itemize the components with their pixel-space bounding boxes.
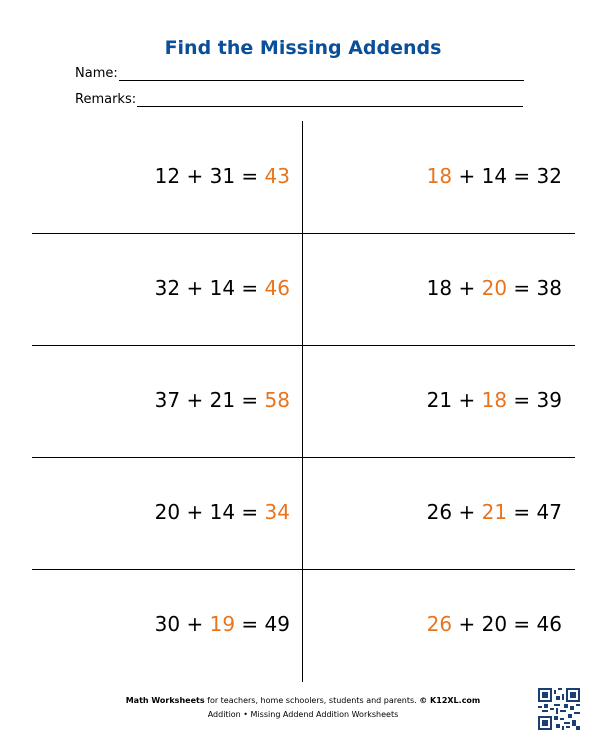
addend: 18	[426, 276, 453, 300]
addend: 26	[426, 500, 453, 524]
plus-sign: +	[452, 612, 482, 636]
answer-sum: 43	[264, 164, 290, 188]
remarks-field[interactable]	[75, 92, 523, 107]
sum: 39	[536, 388, 562, 412]
qr-code-icon	[538, 688, 580, 730]
name-line[interactable]	[119, 66, 524, 81]
footer-brand: Math Worksheets	[125, 696, 205, 705]
plus-sign: +	[180, 164, 210, 188]
remarks-label: Remarks:	[75, 92, 137, 107]
plus-sign: +	[180, 500, 210, 524]
row-divider	[32, 233, 575, 234]
equation	[155, 276, 290, 300]
footer-line-2: Addition • Missing Addend Addition Worksheets	[207, 710, 399, 719]
addend: 14	[481, 164, 508, 188]
plus-sign: +	[180, 276, 210, 300]
equals-sign: =	[235, 276, 265, 300]
addend: 14	[209, 276, 236, 300]
equation	[427, 500, 562, 524]
addend: 21	[209, 388, 236, 412]
plus-sign: +	[452, 388, 482, 412]
equation	[155, 164, 290, 188]
sum: 47	[536, 500, 562, 524]
plus-sign: +	[452, 500, 482, 524]
sum: 46	[536, 612, 562, 636]
equals-sign: =	[235, 388, 265, 412]
missing-addend: 21	[481, 500, 508, 524]
equation	[427, 612, 562, 636]
addend: 12	[154, 164, 181, 188]
equals-sign: =	[235, 612, 265, 636]
addend: 32	[154, 276, 181, 300]
equals-sign: =	[235, 500, 265, 524]
footer-line-1	[0, 694, 606, 708]
equation	[427, 276, 562, 300]
plus-sign: +	[452, 164, 482, 188]
addend: 14	[209, 500, 236, 524]
equation	[427, 388, 562, 412]
sum: 38	[536, 276, 562, 300]
missing-addend: 20	[481, 276, 508, 300]
missing-addend: 19	[209, 612, 236, 636]
missing-addend: 26	[426, 612, 453, 636]
answer-sum: 58	[264, 388, 290, 412]
equals-sign: =	[507, 388, 537, 412]
equation	[155, 612, 290, 636]
equals-sign: =	[235, 164, 265, 188]
plus-sign: +	[180, 388, 210, 412]
footer-text: for teachers, home schoolers, students and parents.	[204, 696, 420, 705]
sum: 49	[264, 612, 290, 636]
addend: 37	[154, 388, 181, 412]
missing-addend: 18	[481, 388, 508, 412]
name-field[interactable]	[75, 66, 524, 81]
row-divider	[32, 569, 575, 570]
name-label: Name:	[75, 66, 118, 81]
answer-sum: 34	[264, 500, 290, 524]
footer-copyright[interactable]: © K12XL.com	[419, 696, 481, 705]
plus-sign: +	[180, 612, 210, 636]
equals-sign: =	[507, 612, 537, 636]
answer-sum: 46	[264, 276, 290, 300]
worksheet-title: Find the Missing Addends	[164, 37, 442, 59]
equation	[155, 388, 290, 412]
addend: 30	[154, 612, 181, 636]
equals-sign: =	[507, 276, 537, 300]
equals-sign: =	[507, 500, 537, 524]
addend: 20	[481, 612, 508, 636]
addend: 20	[154, 500, 181, 524]
missing-addend: 18	[426, 164, 453, 188]
equation	[427, 164, 562, 188]
footer	[0, 694, 606, 722]
row-divider	[32, 345, 575, 346]
column-divider	[302, 121, 303, 682]
sum: 32	[536, 164, 562, 188]
plus-sign: +	[452, 276, 482, 300]
row-divider	[32, 457, 575, 458]
addend: 31	[209, 164, 236, 188]
addend: 21	[426, 388, 453, 412]
remarks-line[interactable]	[137, 92, 523, 107]
equals-sign: =	[507, 164, 537, 188]
equation	[155, 500, 290, 524]
